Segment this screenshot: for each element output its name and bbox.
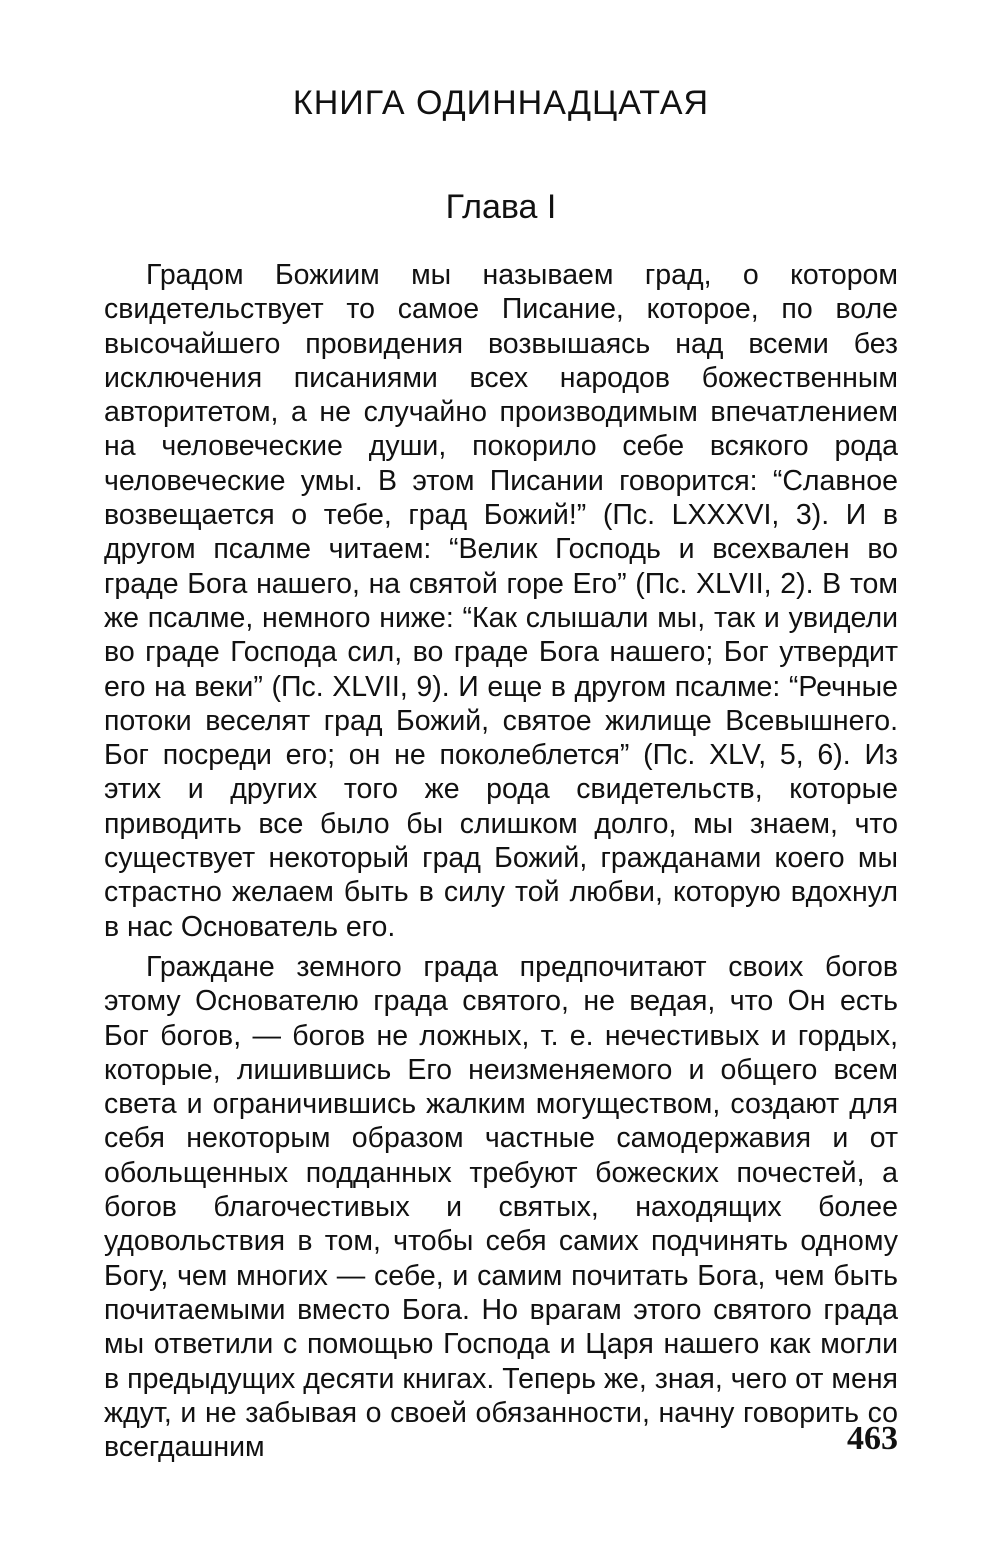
chapter-title: Глава I <box>445 188 557 226</box>
page-number: 463 <box>847 1420 898 1457</box>
paragraph-1: Градом Божиим мы называем град, о котором свидетельствует то самое Писание, которое, по воле высочайшего провидения возвышаясь над всеми без исключения писаниями всех народов божественным авторитетом, а не случайно производимым впечатлением на человеческие души, покорило себе всякого рода человеческие умы. В этом Писании говорится: “Славное возвещается о тебе, град Божий!” (Пс. LXXXVI, 3). И в другом псалме читаем: “Велик Господь и всехвален во граде Бога нашего, на святой горе Его” (Пс. XLVII, 2). В том же псалме, немного ниже: “Как слышали мы, так и увидели во граде Господа сил, во граде Бога нашего; Бог утвердит его на веки” (Пс. XLVII, 9). И еще в другом псалме: “Речные потоки веселят град Божий, святое жилище Всевышнего. Бог посреди его; он не поколеблется” (Пс. XLV, 5, 6). Из этих и других того же рода свидетельств, которые приводить все было бы слишком долго, мы знаем, что существует некоторый град Божий, гражданами коего мы страстно желаем быть в силу той любви, которую вдохнул в нас Основатель его. <box>104 259 898 943</box>
body-text <box>104 258 898 1470</box>
book-title: КНИГА ОДИННАДЦАТАЯ <box>292 84 710 122</box>
book-page <box>104 0 898 1543</box>
paragraph-2: Граждане земного града предпочитают своих богов этому Основателю града святого, не ведая, что Он есть Бог богов, — богов не ложных, т. е. нечестивых и гордых, которые, лишившись Его неизменяемого и общего всем света и ограничившись жалким могуществом, создают для себя некоторым образом частные самодержавия и от обольщенных подданных требуют божеских почестей, а богов благочестивых и святых, находящих более удовольствия в том, чтобы себя самих подчинять одному Богу, чем многих — себе, и самим почитать Бога, чем быть почитаемыми вместо Бога. Но врагам этого святого града мы ответили с помощью Господа и Царя нашего как могли в предыдущих десяти книгах. Теперь же, зная, чего от меня ждут, и не забывая о своей обязанности, начну говорить со всегдашним <box>104 950 898 1464</box>
